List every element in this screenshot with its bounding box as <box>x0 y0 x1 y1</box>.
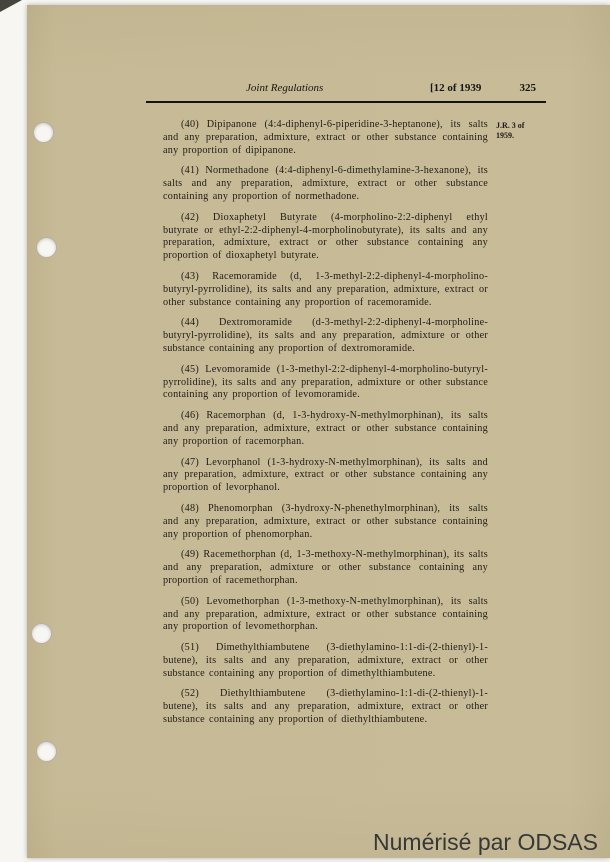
paragraph-43: (43) Racemoramide (d, 1-3-methyl-2:2-diphenyl-4-morpholino-butyryl-pyrrolidine), its salts and any preparation, admixture, extract or other substance containing any proportion of racemoramide. <box>163 270 488 308</box>
header-rule <box>146 101 546 103</box>
paragraph-48: (48) Phenomorphan (3-hydroxy-N-phenethylmorphinan), its salts and any preparation, admixture, extract or other substance containing any proportion of phenomorphan. <box>163 502 488 540</box>
paragraph-52: (52) Diethylthiambutene (3-diethylamino-1:1-di-(2-thienyl)-1-butene), its salts and any preparation, admixture, extract or other substance containing any proportion of diethylthiambutene. <box>163 688 488 726</box>
paragraph-42: (42) Dioxaphetyl Butyrate (4-morpholino-2:2-diphenyl ethyl butyrate or ethyl-2:2-diphenyl-4-morpholinobutyrate), its salts and any preparation, admixture, extract or other substance containing any proportion of dioxaphetyl butyrate. <box>163 211 488 262</box>
paragraph-45: (45) Levomoramide (1-3-methyl-2:2-diphenyl-4-morpholino-butyryl-pyrrolidine), its salts and any preparation, admixture or other substance containing any proportion of levomoramide. <box>163 363 488 401</box>
header-title: Joint Regulations <box>246 82 324 94</box>
punch-hole <box>31 623 52 644</box>
paragraph-44: (44) Dextromoramide (d-3-methyl-2:2-diphenyl-4-morpholine-butyryl-pyrrolidine), its salts and any preparation, admixture or other substance containing any proportion of dextromoramide. <box>163 317 488 354</box>
paragraph-49: (49) Racemethorphan (d, 1-3-methoxy-N-methylmorphinan), its salts and any preparation, admixture or other substance containing any proportion of racemethorphan. <box>163 549 488 586</box>
page-header <box>146 82 546 98</box>
digitization-watermark: Numérisé par ODSAS <box>373 829 598 855</box>
paragraph-51: (51) Dimethylthiambutene (3-diethylamino-1:1-di-(2-thienyl)-1-butene), its salts and any preparation, admixture, extract or other substance containing any proportion of dimethylthiambutene. <box>163 642 488 679</box>
punch-hole <box>33 122 54 143</box>
paragraph-47: (47) Levorphanol (1-3-hydroxy-N-methylmorphinan), its salts and any preparation, admixture, extract or other substance containing any proportion of levorphanol. <box>163 456 488 494</box>
header-citation: [12 of 1939 <box>430 82 482 94</box>
body-text-column <box>163 119 488 735</box>
paragraph-40: (40) Dipipanone (4:4-diphenyl-6-piperidine-3-heptanone), its salts and any preparation, admixture, extract or other substance containing any proportion of dipipanone. <box>163 119 488 156</box>
paragraph-50: (50) Levomethorphan (1-3-methoxy-N-methylmorphinan), its salts and any preparation, admixture, extract or other substance containing any proportion of levomethorphan. <box>163 595 488 633</box>
paragraph-41: (41) Normethadone (4:4-diphenyl-6-dimethylamine-3-hexanone), its salts and any preparation, admixture, extract or other substance containing any proportion of normethadone. <box>163 165 488 202</box>
scan-corner-artifact <box>0 0 22 12</box>
margin-note: J.R. 3 of 1959. <box>496 121 525 140</box>
header-page-number: 325 <box>519 82 536 94</box>
paragraph-46: (46) Racemorphan (d, 1-3-hydroxy-N-methylmorphinan), its salts and any preparation, admixture, extract or other substance containing any proportion of racemorphan. <box>163 410 488 447</box>
punch-hole <box>36 741 57 762</box>
punch-hole <box>36 237 57 258</box>
